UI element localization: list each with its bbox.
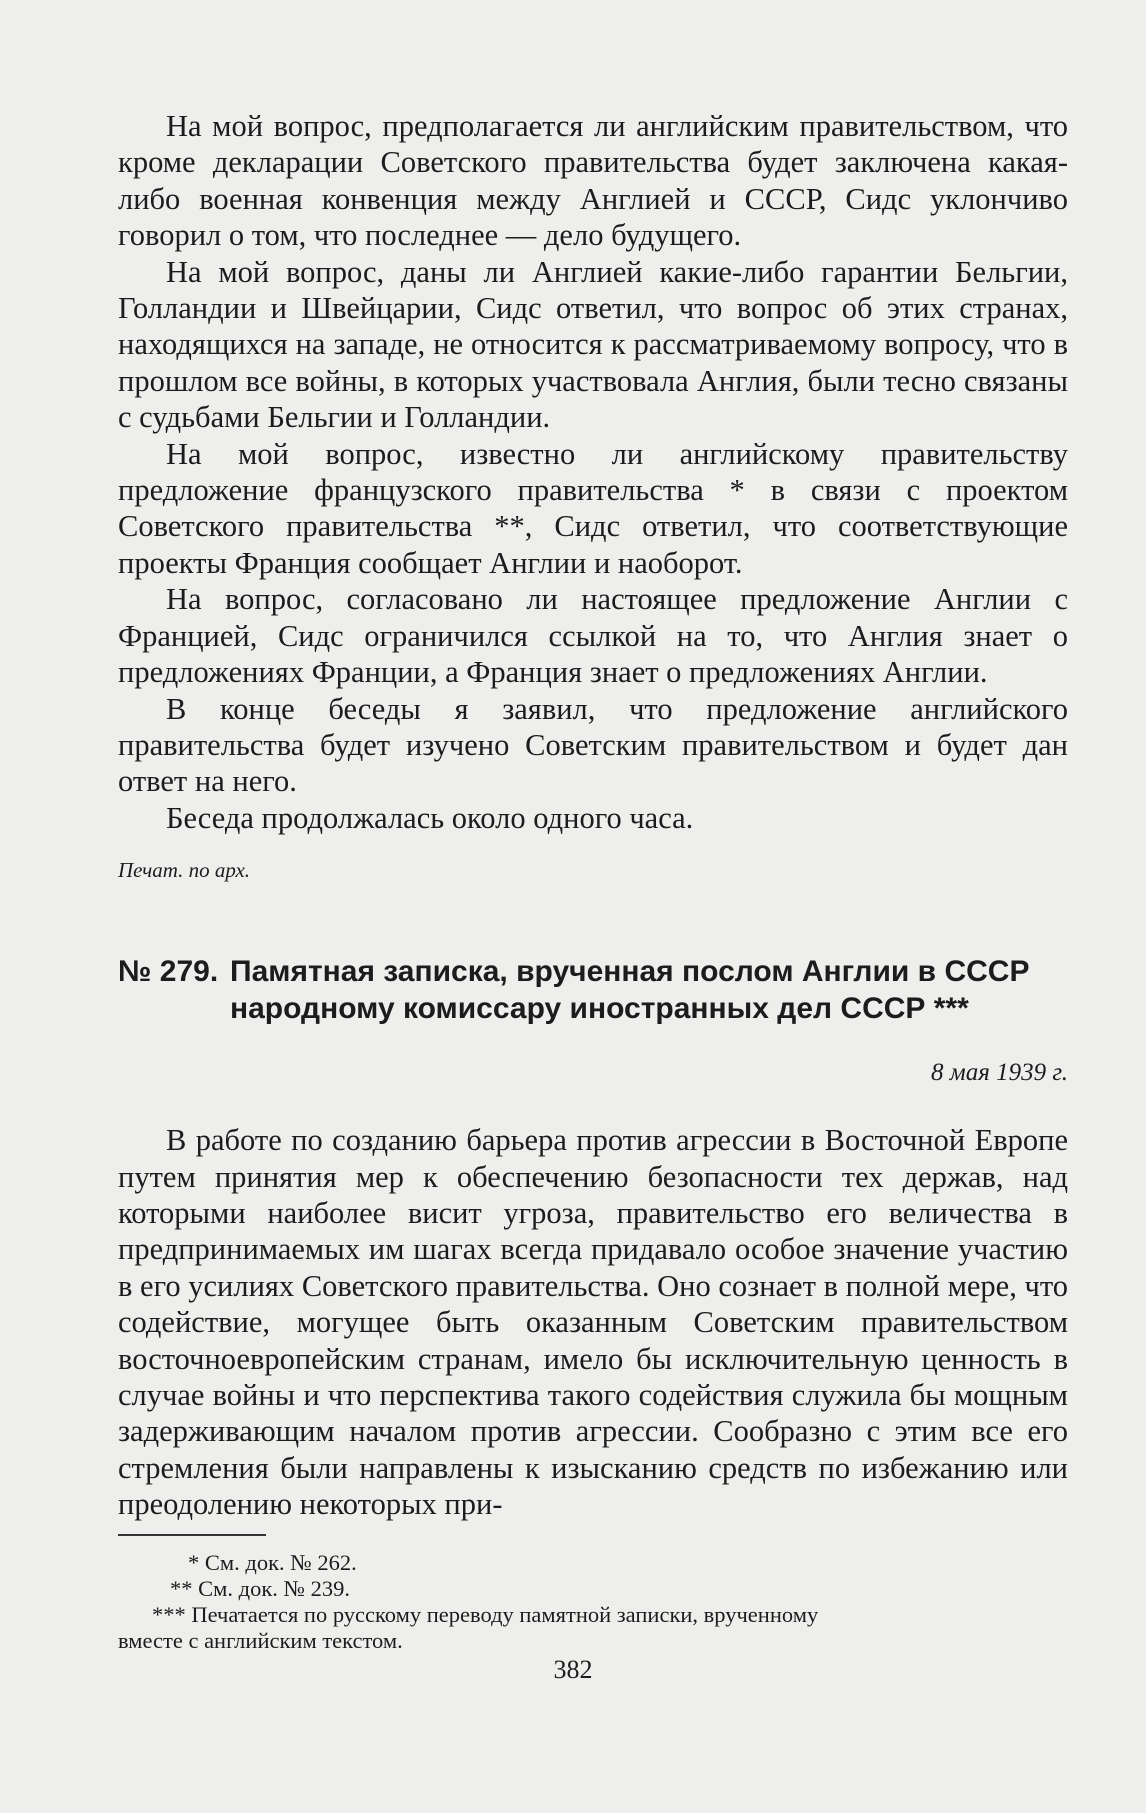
document-heading	[118, 953, 1068, 1027]
footnote-1	[118, 1550, 1068, 1576]
footnote-3	[118, 1602, 1068, 1628]
footnote-2-text: См. док. № 239.	[198, 1576, 350, 1601]
paragraph-3: На мой вопрос, известно ли английскому правительству предложение французского правительства * в связи с проектом Советского правительства **, Сидс ответил, что соответствующие проекты Франция сообщает Англии и наоборот.	[118, 436, 1068, 580]
footnotes	[118, 1550, 1068, 1654]
archive-source-note: Печат. по арх.	[118, 858, 251, 883]
paragraph-1: На мой вопрос, предполагается ли английским правительством, что кроме декларации Советского правительства будет заключена какая-либо военная конвенция между Англией и СССР, Сидс уклончиво говорил о том, что последнее — дело будущего.	[118, 109, 1068, 253]
document-date: 8 мая 1939 г.	[931, 1059, 1068, 1087]
footnote-2	[118, 1576, 1068, 1602]
footnote-3-mark: ***	[152, 1602, 186, 1627]
document-title-line-2: народному комиссару иностранных дел СССР ***	[230, 992, 969, 1026]
footnote-1-mark: *	[188, 1550, 200, 1575]
footnote-2-mark: **	[170, 1576, 193, 1601]
document-number: № 279.	[118, 955, 219, 989]
text-column	[118, 108, 1068, 1523]
document-title-line-1: Памятная записка, врученная послом Англии в СССР	[230, 955, 1030, 989]
footnote-divider	[118, 1534, 266, 1536]
page-number: 382	[553, 1655, 593, 1684]
footnote-3-continuation: вместе с английским текстом.	[118, 1628, 403, 1653]
paragraph-6: Беседа продолжалась около одного часа.	[166, 800, 694, 835]
footnote-3-text: Печатается по русскому переводу памятной записки, врученному	[191, 1602, 819, 1627]
paragraph-2: На мой вопрос, даны ли Англией какие-либо гарантии Бельгии, Голландии и Швейцарии, Сидс ответил, что вопрос об этих странах, находящихся на западе, не относится к рассматриваемому вопросу, что в прошлом все войны, в которых участвовала Англия, были тесно связаны с судьбами Бельгии и Голландии.	[118, 254, 1068, 435]
footnote-1-text: См. док. № 262.	[204, 1550, 357, 1575]
paragraph-5: В конце беседы я заявил, что предложение английского правительства будет изучено Советским правительством и будет дан ответ на него.	[118, 691, 1068, 799]
paragraph-4: На вопрос, согласовано ли настоящее предложение Англии с Францией, Сидс ограничился ссылкой на то, что Англия знает о предложениях Франции, а Франция знает о предложениях Англии.	[118, 582, 1068, 690]
document-body: В работе по созданию барьера против агрессии в Восточной Европе путем принятия мер к обеспечению безопасности тех держав, над которыми наиболее висит угроза, правительство его величества в предпринимаемых им шагах всегда придавало особое значение участию в его усилиях Советского правительства. Оно сознает в полной мере, что содействие, могущее быть оказанным Советским правительством восточноевропейским странам, имело бы исключительную ценность в случае войны и что перспектива такого содействия служила бы мощным задерживающим началом против агрессии. Сообразно с этим все его стремления были направлены к изысканию средств по избежанию или преодолению некоторых при-	[118, 1123, 1068, 1522]
